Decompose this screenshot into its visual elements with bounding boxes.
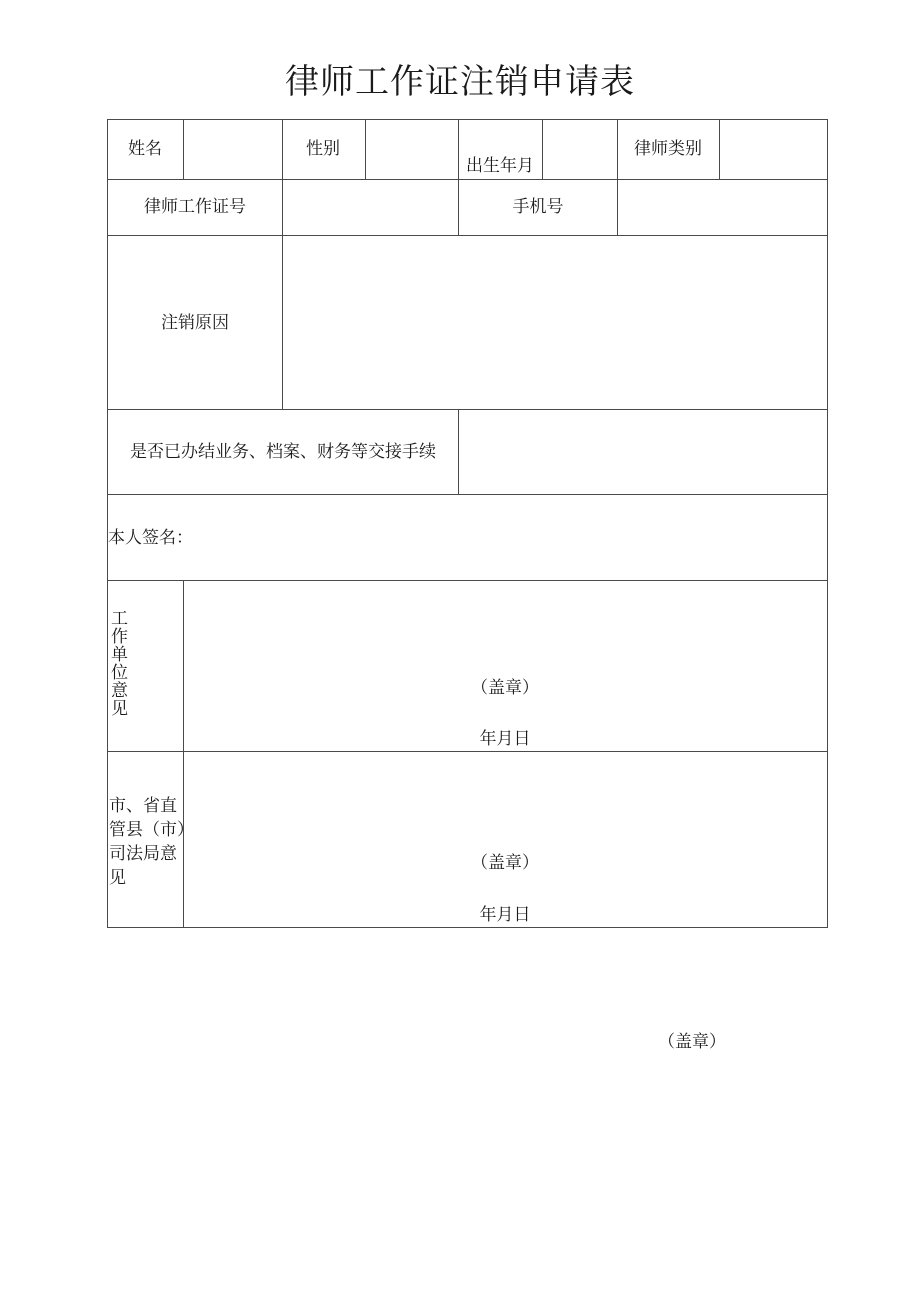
name-field[interactable] — [184, 120, 282, 179]
form-title: 律师工作证注销申请表 — [285, 62, 635, 102]
lawyer-type-label: 律师类别 — [634, 139, 702, 159]
signature-label: 本人签名： — [108, 528, 193, 548]
birth-label: 出生年月 — [466, 156, 534, 176]
employer-stamp-text: （盖章） — [471, 678, 539, 698]
employer-opinion-label: 工作单位意见 — [111, 609, 128, 719]
lawyer-type-field[interactable] — [720, 120, 827, 179]
license-no-label: 律师工作证号 — [144, 197, 246, 217]
birth-field[interactable] — [543, 120, 617, 179]
handover-field[interactable] — [459, 410, 827, 494]
gender-label: 性别 — [306, 139, 340, 159]
gender-field[interactable] — [366, 120, 458, 179]
bureau-opinion-label: 市、省直管县（市）司法局意见 — [109, 796, 186, 888]
footer-stamp-text: （盖章） — [658, 1032, 726, 1052]
signature-field[interactable] — [190, 495, 827, 580]
handover-label: 是否已办结业务、档案、财务等交接手续 — [130, 442, 436, 462]
license-no-field[interactable] — [283, 180, 458, 235]
bureau-date-text: 年月日 — [479, 905, 531, 925]
bureau-stamp-text: （盖章） — [471, 853, 539, 873]
employer-date-text: 年月日 — [479, 729, 531, 749]
reason-field[interactable] — [283, 236, 827, 409]
reason-label: 注销原因 — [161, 313, 229, 333]
phone-field[interactable] — [618, 180, 827, 235]
name-label: 姓名 — [128, 139, 162, 159]
phone-label: 手机号 — [512, 197, 564, 217]
